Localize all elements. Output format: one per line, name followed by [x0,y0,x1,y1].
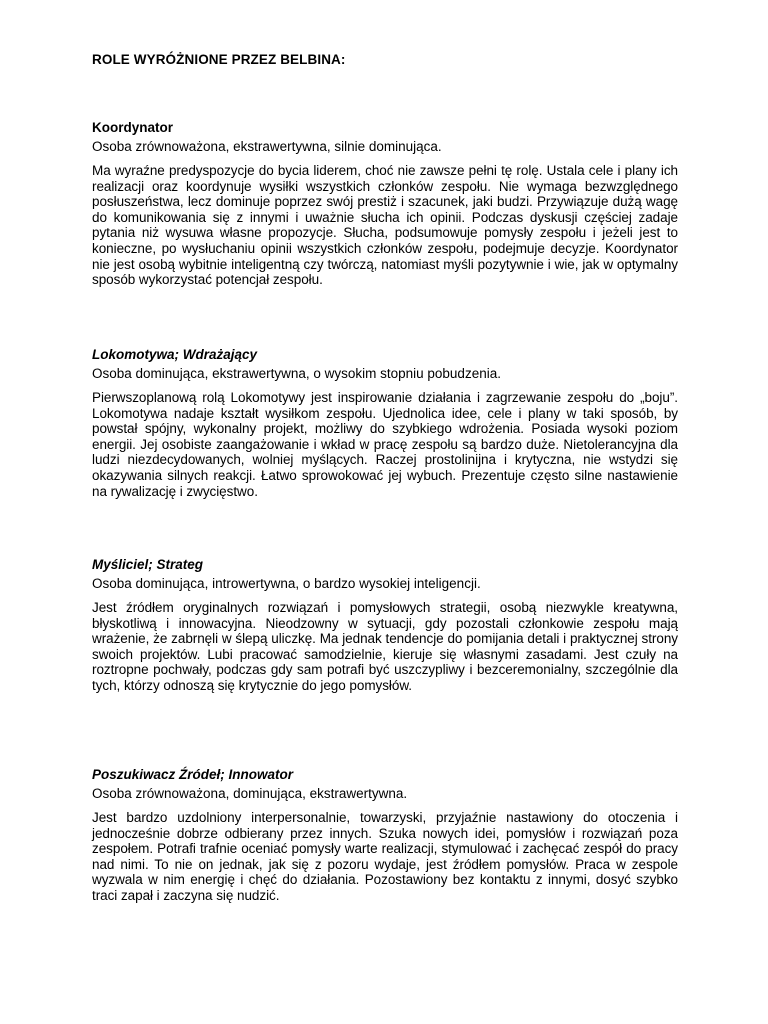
role-section-lokomotywa [92,347,678,499]
role-traits: Osoba dominująca, ekstrawertywna, o wysokim stopniu pobudzenia. [92,366,501,381]
role-heading: Myśliciel; Strateg [92,557,204,572]
role-description: Jest źródłem oryginalnych rozwiązań i pomysłowych strategii, osobą niezwykle kreatywna, błyskotliwą i innowacyjna. Nieodzowny w sytuacji, gdy pozostali członkowie zespołu mają wrażenie, że zabrnęli w ślepą uliczkę. Ma jednak tendencje do pomijania detali i praktycznej strony swoich projektów. Lubi pracować samodzielnie, kieruje się własnymi zasadami. Jest czuły na roztropne pochwały, podczas gdy sam potrafi być uszczypliwy i bezceremonialny, szczególnie dla tych, którzy odnoszą się krytycznie do jego pomysłów. [92,600,678,693]
role-section-mysliciel [92,557,678,694]
role-traits: Osoba dominująca, introwertywna, o bardzo wysokiej inteligencji. [92,576,481,591]
role-traits: Osoba zrównoważona, ekstrawertywna, silnie dominująca. [92,139,442,154]
role-section-koordynator [92,120,678,288]
role-description: Ma wyraźne predyspozycje do bycia liderem, choć nie zawsze pełni tę rolę. Ustala cele i plany ich realizacji oraz koordynuje wysiłki wszystkich członków zespołu. Nie wymaga bezwzględnego posłuszeństwa, lecz dominuje poprzez swój prestiż i szacunek, jaki budzi. Przywiązuje dużą wagę do komunikowania się z innymi i uważnie słucha ich opinii. Podczas dyskusji częściej zadaje pytania niż wysuwa własne propozycje. Słucha, podsumowuje pomysły zespołu i jeżeli jest to konieczne, po wysłuchaniu opinii wszystkich członków zespołu, podejmuje decyzje. Koordynator nie jest osobą wybitnie inteligentną czy twórczą, natomiast myśli pozytywnie i wie, jak w optymalny sposób wykorzystać potencjał zespołu. [92,163,678,288]
role-description: Pierwszoplanową rolą Lokomotywy jest inspirowanie działania i zagrzewanie zespołu do „boju”. Lokomotywa nadaje kształt wysiłkom zespołu. Ujednolica idee, cele i plany w taki sposób, by powstał spójny, wykonalny projekt, możliwy do szybkiego wdrożenia. Posiada wysoki poziom energii. Jej osobiste zaangażowanie i wkład w pracę zespołu są bardzo duże. Nietolerancyjna dla ludzi niezdecydowanych, wolniej myślących. Raczej prostolinijna i krytyczna, nie wstydzi się okazywania silnych reakcji. Łatwo sprowokować jej wybuch. Prezentuje często silne nastawienie na rywalizację i zwycięstwo. [92,390,678,499]
role-description: Jest bardzo uzdolniony interpersonalnie, towarzyski, przyjaźnie nastawiony do otoczenia i jednocześnie dobrze odbierany przez innych. Szuka nowych idei, pomysłów i rozwiązań poza zespołem. Potrafi trafnie oceniać pomysły warte realizacji, stymulować i zachęcać zespół do pracy nad nimi. To nie on jednak, jak się z pozoru wydaje, jest źródłem pomysłów. Praca w zespole wyzwala w nim energię i chęć do działania. Pozostawiony bez kontaktu z innymi, dosyć szybko traci zapał i zaczyna się nudzić. [92,810,678,903]
role-heading: Lokomotywa; Wdrażający [92,347,258,362]
role-heading: Koordynator [92,120,173,135]
role-traits: Osoba zrównoważona, dominująca, ekstrawertywna. [92,786,408,801]
role-section-poszukiwacz [92,767,678,904]
role-heading: Poszukiwacz Źródeł; Innowator [92,767,294,782]
document-title: ROLE WYRÓŻNIONE PRZEZ BELBINA: [92,52,346,67]
